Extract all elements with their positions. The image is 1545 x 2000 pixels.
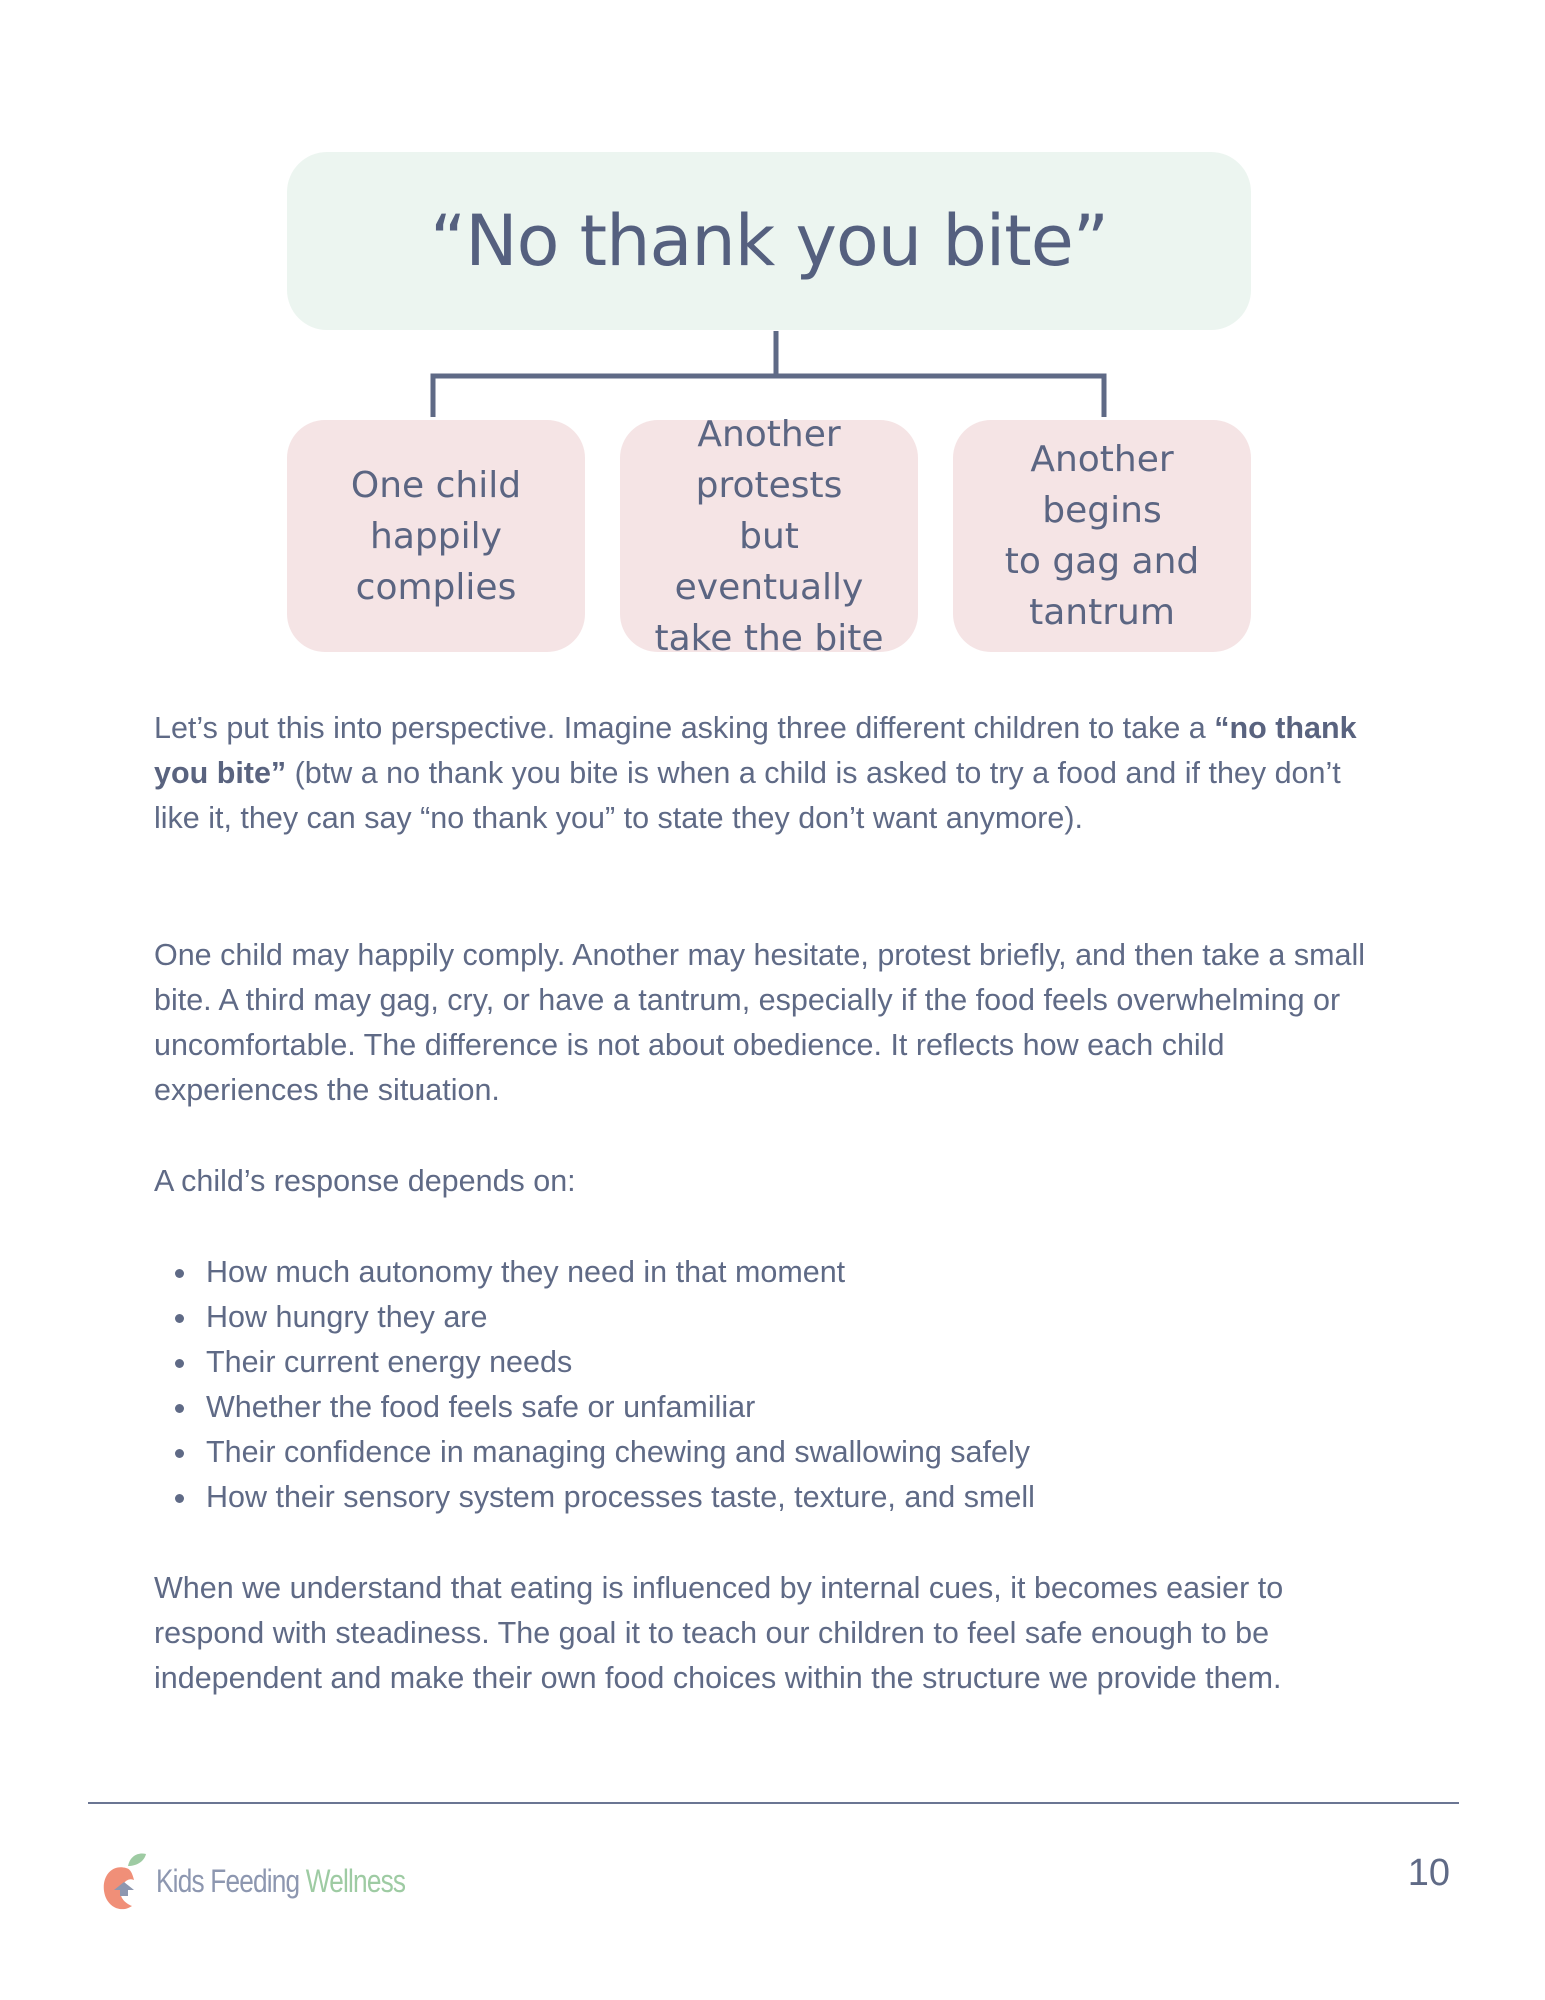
diagram-child-label: One child happily complies <box>350 464 522 608</box>
diagram-child-tantrum <box>953 420 1251 652</box>
list-item: How much autonomy they need in that moment <box>154 1250 1394 1295</box>
paragraph-text: Let’s put this into perspective. Imagine asking three different children to take a <box>154 711 1215 745</box>
bold-term: “no thank you bite” <box>154 711 1357 790</box>
diagram-child-label: Another begins to gag and tantrum <box>1004 439 1200 633</box>
factor-list <box>154 1250 1394 1520</box>
logo-text-wellness: Wellness <box>305 1862 406 1899</box>
page-number: 10 <box>1407 1852 1450 1894</box>
list-item: Their current energy needs <box>154 1340 1394 1385</box>
diagram-title-box <box>287 152 1251 330</box>
list-item: How their sensory system processes taste, texture, and smell <box>154 1475 1394 1520</box>
paragraph-responses: One child may happily comply. Another may hesitate, protest briefly, and then take a small bite. A third may gag, cry, or have a tantrum, especially if the food feels overwhelming or uncomfortable. The difference is not about obedience. It reflects how each child experiences the situation. <box>154 938 1366 1107</box>
apple-logo-icon <box>100 1846 150 1916</box>
list-item: Whether the food feels safe or unfamiliar <box>154 1385 1394 1430</box>
diagram-child-label: Another protests but eventually take the bite <box>654 413 884 659</box>
list-item: Their confidence in managing chewing and swallowing safely <box>154 1430 1394 1475</box>
paragraph-text: (btw a no thank you bite is when a child is asked to try a food and if they don’t like it, they can say “no thank you” to state they don’t want anymore). <box>154 756 1341 835</box>
footer-divider <box>88 1802 1459 1804</box>
diagram-child-protests <box>620 413 918 659</box>
diagram-child-complies <box>287 420 585 652</box>
logo <box>100 1846 460 1916</box>
logo-text-kids: Kids Feeding <box>156 1862 306 1899</box>
diagram-title: “No thank you bite” <box>429 200 1109 282</box>
paragraph-conclusion: When we understand that eating is influenced by internal cues, it becomes easier to respond with steadiness. The goal it to teach our children to feel safe enough to be independent and make their own food choices within the structure we provide them. <box>154 1571 1284 1695</box>
paragraph-perspective <box>154 706 1394 841</box>
logo-wordmark <box>156 1863 405 1900</box>
list-item: How hungry they are <box>154 1295 1394 1340</box>
paragraph-depends-on: A child’s response depends on: <box>154 1164 576 1198</box>
